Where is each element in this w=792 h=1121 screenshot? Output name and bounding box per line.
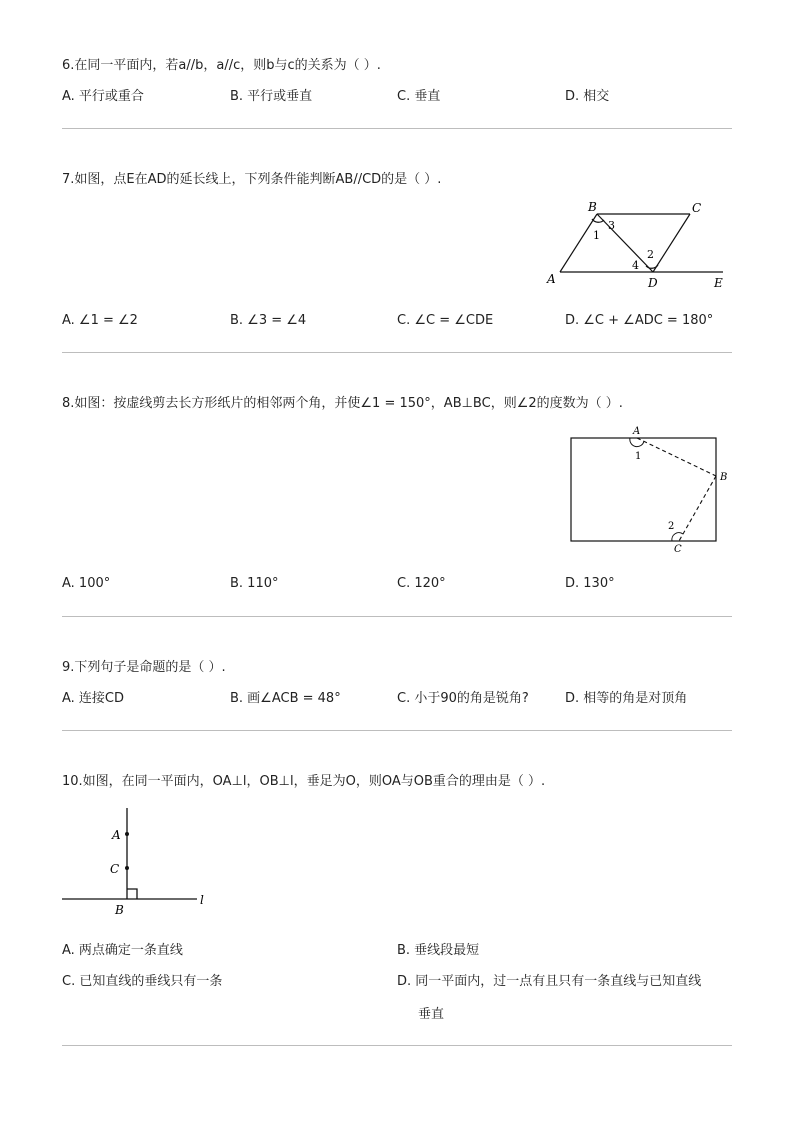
label-d: D [648, 276, 658, 290]
q6-option-a[interactable]: A. 平行或重合 [62, 89, 144, 104]
label-angle-2: 2 [668, 521, 675, 532]
point-c [125, 866, 129, 870]
label-b: B [720, 472, 728, 483]
rectangle-paper [571, 438, 716, 541]
q7-option-d[interactable]: D. ∠C + ∠ADC = 180° [565, 313, 714, 328]
q10-option-b[interactable]: B. 垂线段最短 [397, 943, 480, 958]
angle-arc-1 [630, 438, 644, 447]
label-e: E [714, 276, 723, 290]
question-8-stem: 8.如图：按虚线剪去长方形纸片的相邻两个角，并使∠1 = 150°，AB⊥BC，则∠2的度数为（ ）. [62, 396, 623, 411]
q8-figure [560, 420, 740, 560]
right-angle-mark [127, 889, 137, 899]
q8-option-d[interactable]: D. 130° [565, 576, 615, 591]
q9-option-d[interactable]: D. 相等的角是对顶角 [565, 691, 688, 706]
label-c: C [674, 544, 682, 555]
q8-option-b[interactable]: B. 110° [230, 576, 279, 591]
question-9-stem: 9.下列句子是命题的是（ ）. [62, 660, 226, 675]
question-7-stem: 7.如图，点E在AD的延长线上，下列条件能判断AB//CD的是（ ）. [62, 172, 442, 187]
divider [62, 1045, 732, 1046]
label-a: A [112, 828, 121, 842]
q8-option-a[interactable]: A. 100° [62, 576, 111, 591]
point-a [125, 832, 129, 836]
label-angle-3: 3 [608, 219, 615, 232]
divider [62, 616, 732, 617]
q10-option-a[interactable]: A. 两点确定一条直线 [62, 943, 183, 958]
q7-option-a[interactable]: A. ∠1 = ∠2 [62, 313, 138, 328]
label-b: B [588, 200, 597, 214]
q7-option-b[interactable]: B. ∠3 = ∠4 [230, 313, 307, 328]
divider [62, 352, 732, 353]
line-cd [653, 214, 690, 272]
q9-option-c[interactable]: C. 小于90的角是锐角? [397, 691, 529, 706]
q10-option-c[interactable]: C. 已知直线的垂线只有一条 [62, 974, 223, 989]
label-angle-4: 4 [632, 259, 639, 272]
label-c: C [110, 862, 120, 876]
q6-option-c[interactable]: C. 垂直 [397, 89, 441, 104]
label-l: l [200, 893, 204, 907]
dashed-ab [637, 438, 716, 476]
label-a: A [547, 272, 556, 286]
q7-figure [540, 195, 730, 295]
q7-option-c[interactable]: C. ∠C = ∠CDE [397, 313, 494, 328]
label-a: A [633, 426, 641, 437]
q6-option-b[interactable]: B. 平行或垂直 [230, 89, 313, 104]
line-ab [560, 214, 597, 272]
q9-option-b[interactable]: B. 画∠ACB = 48° [230, 691, 341, 706]
label-angle-1: 1 [593, 229, 600, 242]
q9-option-a[interactable]: A. 连接CD [62, 691, 125, 706]
divider [62, 128, 732, 129]
q10-figure [55, 800, 225, 920]
question-6-stem: 6.在同一平面内，若a//b，a//c，则b与c的关系为（ ）. [62, 58, 381, 73]
q10-option-d[interactable]: D. 同一平面内，过一点有且只有一条直线与已知直线 [397, 974, 702, 989]
dashed-bc [679, 476, 716, 541]
label-c: C [692, 201, 702, 215]
q6-option-d[interactable]: D. 相交 [565, 89, 610, 104]
label-angle-1: 1 [635, 451, 642, 462]
line-bd [597, 214, 653, 272]
q8-option-c[interactable]: C. 120° [397, 576, 446, 591]
label-b: B [115, 903, 124, 917]
divider [62, 730, 732, 731]
question-10-stem: 10.如图，在同一平面内，OA⊥l，OB⊥l，垂足为O，则OA与OB重合的理由是（ ）. [62, 774, 546, 789]
q10-option-d-continued: 垂直 [418, 1007, 445, 1022]
label-angle-2: 2 [647, 248, 654, 261]
